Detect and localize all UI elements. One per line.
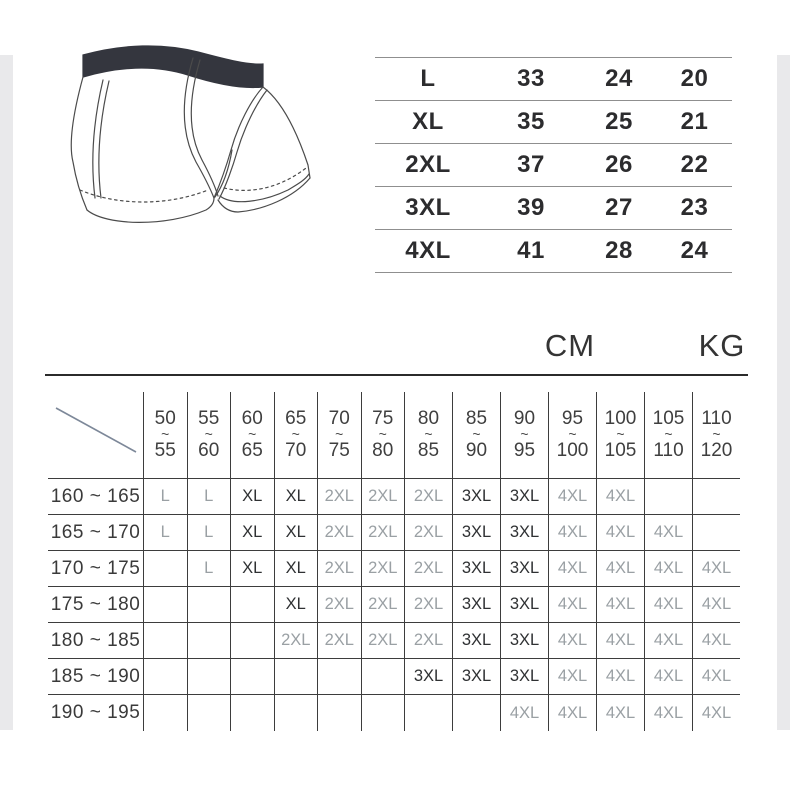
recommended-size-cell (692, 515, 740, 550)
recommended-size-cell: 2XL (404, 623, 452, 658)
recommended-size-cell: 4XL (692, 623, 740, 658)
recommended-size-cell: 4XL (548, 695, 596, 731)
tilde-glyph: ~ (378, 426, 387, 443)
weight-to: 110 (653, 439, 684, 461)
weight-range-header (692, 392, 740, 478)
height-range-label: 185 ~ 190 (50, 665, 141, 687)
weight-to: 75 (328, 439, 350, 461)
recommended-size-cell: 2XL (274, 623, 318, 658)
size-measurement-table (375, 57, 732, 273)
matrix-row (48, 515, 740, 551)
recommended-size-cell: 3XL (500, 587, 548, 622)
recommended-size-cell: 4XL (596, 515, 644, 550)
size-value-cell: 39 (517, 194, 545, 221)
recommended-size-cell: L (143, 479, 187, 514)
matrix-row (48, 659, 740, 695)
recommended-size-cell: L (187, 479, 231, 514)
size-table-row (375, 100, 732, 143)
recommended-size-cell: 3XL (452, 659, 500, 694)
recommended-size-cell: 4XL (644, 623, 692, 658)
matrix-body (48, 479, 740, 731)
recommended-size-cell (404, 695, 452, 731)
weight-range-header (452, 392, 500, 478)
weight-to: 105 (604, 439, 637, 461)
recommended-size-cell: XL (230, 515, 274, 550)
recommended-size-cell: 4XL (644, 659, 692, 694)
size-value-cell: 25 (605, 108, 633, 135)
size-value-cell: 28 (605, 237, 633, 264)
recommended-size-cell: 4XL (548, 587, 596, 622)
recommended-size-cell: 2XL (317, 587, 361, 622)
matrix-row (48, 623, 740, 659)
size-value-cell: 24 (605, 65, 633, 92)
weight-to: 60 (198, 439, 220, 461)
weight-range-header (274, 392, 318, 478)
tilde-glyph: ~ (424, 426, 433, 443)
weight-to: 85 (417, 439, 440, 461)
recommended-size-cell: 3XL (500, 551, 548, 586)
weight-from: 105 (652, 408, 685, 430)
recommended-size-cell: L (187, 515, 231, 550)
weight-range-header (596, 392, 644, 478)
recommended-size-cell: 4XL (548, 479, 596, 514)
recommended-size-cell: 2XL (404, 479, 452, 514)
recommended-size-cell: XL (274, 515, 318, 550)
weight-range-header (500, 392, 548, 478)
size-table-row (375, 229, 732, 272)
size-value-cell: 26 (605, 151, 633, 178)
weight-range-header (548, 392, 596, 478)
matrix-row (48, 587, 740, 623)
weight-range-header (361, 392, 405, 478)
section-divider-line (45, 374, 748, 376)
tilde-glyph: ~ (568, 426, 577, 443)
recommended-size-cell: 3XL (500, 659, 548, 694)
height-weight-size-matrix (48, 392, 740, 731)
tilde-glyph: ~ (161, 426, 170, 443)
height-range-label: 170 ~ 175 (50, 557, 141, 579)
recommended-size-cell: XL (230, 479, 274, 514)
recommended-size-cell (143, 659, 187, 694)
tilde-glyph: ~ (472, 426, 481, 443)
size-value-cell: 41 (517, 237, 545, 264)
weight-to: 65 (241, 439, 263, 461)
recommended-size-cell (143, 551, 187, 586)
recommended-size-cell (361, 695, 405, 731)
height-range-label: 190 ~ 195 (50, 702, 141, 723)
size-value-cell: 33 (517, 65, 545, 92)
recommended-size-cell: XL (274, 479, 318, 514)
weight-to: 90 (465, 439, 488, 461)
weight-to: 120 (700, 439, 733, 461)
recommended-size-cell: 2XL (317, 551, 361, 586)
weight-from: 85 (465, 408, 488, 430)
tilde-glyph: ~ (616, 426, 625, 443)
diagonal-line-icon (48, 392, 143, 478)
recommended-size-cell: 4XL (548, 551, 596, 586)
tilde-glyph: ~ (712, 426, 721, 443)
weight-range-header (143, 392, 187, 478)
recommended-size-cell: XL (274, 587, 318, 622)
recommended-size-cell (143, 587, 187, 622)
weight-to: 80 (372, 439, 394, 461)
height-range-label: 165 ~ 170 (50, 521, 141, 543)
recommended-size-cell: XL (230, 551, 274, 586)
recommended-size-cell: 4XL (596, 623, 644, 658)
recommended-size-cell (187, 587, 231, 622)
size-value-cell: 23 (680, 194, 709, 221)
weight-from: 100 (604, 408, 637, 430)
recommended-size-cell: 2XL (361, 587, 405, 622)
tilde-glyph: ~ (664, 426, 673, 443)
recommended-size-cell: 4XL (692, 551, 740, 586)
recommended-size-cell: 3XL (404, 659, 452, 694)
matrix-row (48, 695, 740, 731)
weight-from: 110 (701, 408, 732, 430)
recommended-size-cell (274, 659, 318, 694)
tilde-glyph: ~ (204, 426, 213, 443)
height-range-label: 175 ~ 180 (50, 593, 141, 615)
tilde-glyph: ~ (291, 426, 300, 443)
recommended-size-cell: 2XL (317, 515, 361, 550)
boxer-briefs-icon (48, 40, 338, 240)
recommended-size-cell (644, 479, 692, 514)
recommended-size-cell: 2XL (361, 623, 405, 658)
recommended-size-cell (187, 659, 231, 694)
recommended-size-cell: 2XL (361, 551, 405, 586)
recommended-size-cell: L (143, 515, 187, 550)
weight-from: 75 (372, 408, 394, 430)
recommended-size-cell: 2XL (317, 479, 361, 514)
weight-to: 70 (285, 439, 307, 461)
recommended-size-cell: 3XL (452, 551, 500, 586)
tilde-glyph: ~ (520, 426, 529, 443)
recommended-size-cell: 2XL (404, 551, 452, 586)
size-name-cell: 3XL (405, 194, 451, 221)
weight-range-header (230, 392, 274, 478)
recommended-size-cell: 4XL (692, 695, 740, 731)
recommended-size-cell: 3XL (500, 515, 548, 550)
weight-range-header (187, 392, 231, 478)
size-value-cell: 35 (517, 108, 545, 135)
recommended-size-cell (230, 659, 274, 694)
recommended-size-cell: 4XL (596, 695, 644, 731)
weight-range-header (404, 392, 452, 478)
recommended-size-cell: 4XL (548, 515, 596, 550)
recommended-size-cell (187, 695, 231, 731)
recommended-size-cell: 3XL (452, 623, 500, 658)
weight-from: 70 (328, 408, 350, 430)
weight-from: 95 (561, 408, 584, 430)
recommended-size-cell: 4XL (596, 551, 644, 586)
recommended-size-cell (692, 479, 740, 514)
size-name-cell: 2XL (405, 151, 451, 178)
recommended-size-cell (230, 695, 274, 731)
weight-from: 55 (198, 408, 220, 430)
weight-from: 50 (154, 408, 176, 430)
weight-to: 100 (556, 439, 589, 461)
size-table-row (375, 186, 732, 229)
recommended-size-cell: 3XL (452, 515, 500, 550)
recommended-size-cell: 3XL (500, 623, 548, 658)
recommended-size-cell: 4XL (596, 659, 644, 694)
recommended-size-cell: 4XL (500, 695, 548, 731)
recommended-size-cell: 4XL (644, 695, 692, 731)
recommended-size-cell (452, 695, 500, 731)
cm-unit-label: CM (544, 328, 596, 363)
recommended-size-cell: 4XL (548, 623, 596, 658)
recommended-size-cell: 3XL (452, 587, 500, 622)
recommended-size-cell: 4XL (596, 479, 644, 514)
recommended-size-cell: 2XL (361, 515, 405, 550)
size-value-cell: 37 (517, 151, 545, 178)
recommended-size-cell: 2XL (404, 587, 452, 622)
recommended-size-cell (230, 587, 274, 622)
weight-range-header (317, 392, 361, 478)
tilde-glyph: ~ (248, 426, 257, 443)
recommended-size-cell: XL (274, 551, 318, 586)
size-name-cell: XL (412, 108, 444, 135)
size-name-cell: 4XL (405, 237, 451, 264)
recommended-size-cell: 4XL (644, 551, 692, 586)
size-value-cell: 24 (680, 237, 709, 264)
kg-unit-label: KG (698, 328, 746, 363)
recommended-size-cell: 2XL (404, 515, 452, 550)
weight-from: 80 (417, 408, 440, 430)
recommended-size-cell: L (187, 551, 231, 586)
size-value-cell: 20 (680, 65, 709, 92)
recommended-size-cell (230, 623, 274, 658)
weight-from: 65 (285, 408, 307, 430)
recommended-size-cell (143, 623, 187, 658)
weight-range-header (644, 392, 692, 478)
recommended-size-cell: 4XL (596, 587, 644, 622)
weight-to: 95 (513, 439, 536, 461)
right-edge-strip (777, 55, 790, 730)
size-value-cell: 22 (680, 151, 709, 178)
recommended-size-cell: 2XL (361, 479, 405, 514)
left-edge-strip (0, 55, 13, 730)
recommended-size-cell: 3XL (452, 479, 500, 514)
recommended-size-cell (317, 659, 361, 694)
weight-from: 60 (241, 408, 263, 430)
height-range-label: 180 ~ 185 (50, 629, 141, 651)
recommended-size-cell: 4XL (692, 659, 740, 694)
height-range-label: 160 ~ 165 (50, 485, 141, 507)
recommended-size-cell (143, 695, 187, 731)
size-table-row (375, 143, 732, 186)
recommended-size-cell: 4XL (548, 659, 596, 694)
recommended-size-cell (187, 623, 231, 658)
matrix-row (48, 479, 740, 515)
size-value-cell: 21 (680, 108, 709, 135)
weight-to: 55 (154, 439, 176, 461)
matrix-corner-cell (48, 392, 143, 478)
size-table-row (375, 57, 732, 100)
size-name-cell: L (420, 65, 436, 92)
recommended-size-cell: 3XL (500, 479, 548, 514)
recommended-size-cell: 4XL (692, 587, 740, 622)
recommended-size-cell (274, 695, 318, 731)
size-value-cell: 27 (605, 194, 633, 221)
recommended-size-cell: 2XL (317, 623, 361, 658)
recommended-size-cell (317, 695, 361, 731)
recommended-size-cell: 4XL (644, 515, 692, 550)
matrix-header-row (48, 392, 740, 479)
tilde-glyph: ~ (335, 426, 344, 443)
recommended-size-cell (361, 659, 405, 694)
recommended-size-cell: 4XL (644, 587, 692, 622)
matrix-row (48, 551, 740, 587)
weight-from: 90 (513, 408, 536, 430)
